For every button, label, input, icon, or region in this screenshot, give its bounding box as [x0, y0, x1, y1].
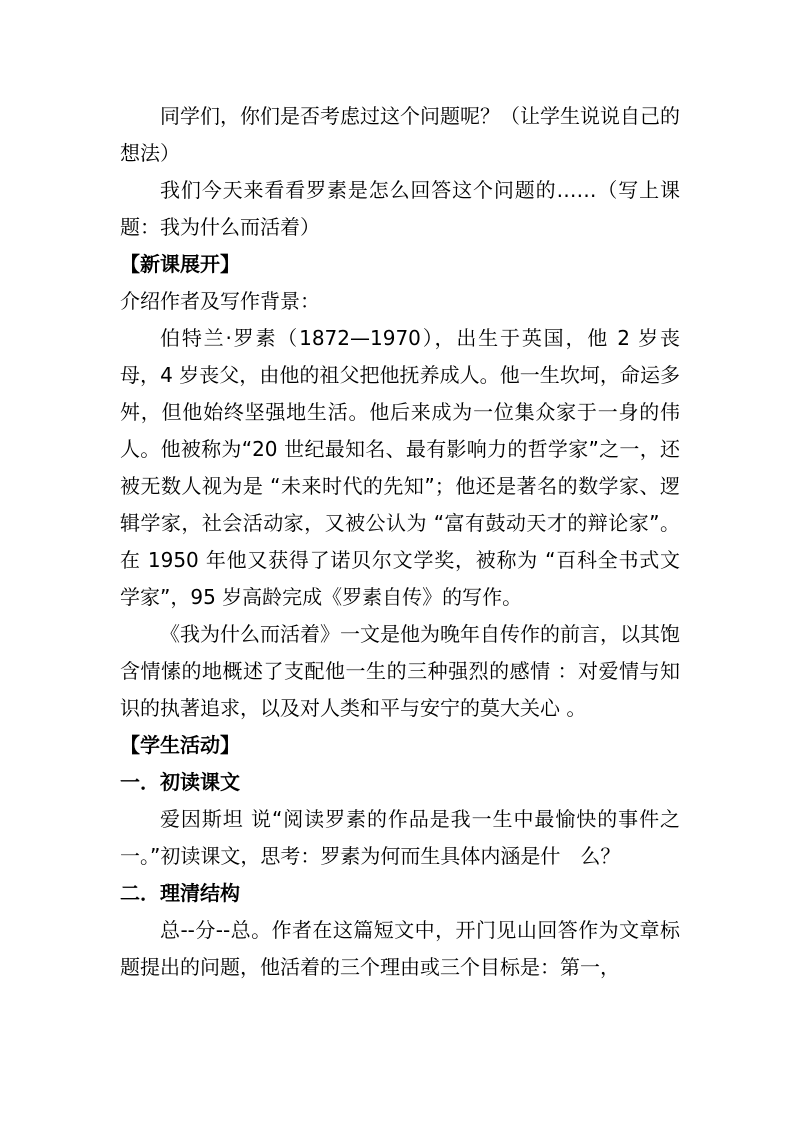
section-heading-student-activity: 【学生活动】 [120, 733, 240, 757]
author-biography-paragraph: 伯特兰·罗素（1872—1970），出生于英国，他 2 岁丧母，4 岁丧父，由他的祖父把他抚养成人。他一生坎坷，命运多舛，但他始终坚强地生活。他后来成为一位集众家于一身的伟人。他被称为“20 世纪最知名、最有影响力的哲学家”之一，还被无数人视为是 “未来时代的先知”；他还是著名的数学家、逻辑学家，社会活动家，又被公认为 “富有鼓动天才的辩论家”。在 1950 年他又获得了诺贝尔文学奖，被称为 “百科全书式文学家”，95 岁高龄完成《罗素自传》的写作。 [120, 326, 680, 609]
document-body [120, 98, 680, 986]
first-reading-paragraph: 爱因斯坦 说“阅读罗素的作品是我一生中最愉快的事件之一。”初读课文，思考：罗素为何而生具体内涵是什 么？ [120, 807, 680, 868]
author-background-label: 介绍作者及写作背景： [120, 289, 320, 313]
lesson-title-paragraph: 我们今天来看看罗素是怎么回答这个问题的……（写上课题：我为什么而活着） [120, 178, 680, 239]
intro-question-paragraph: 同学们，你们是否考虑过这个问题呢？（让学生说说自己的想法） [120, 104, 680, 165]
structure-paragraph: 总--分--总。作者在这篇短文中，开门见山回答作为文章标题提出的问题，他活着的三个理由或三个目标是：第一， [120, 918, 680, 979]
essay-summary-paragraph: 《我为什么而活着》一文是他为晚年自传作的前言，以其饱含情愫的地概述了支配他一生的三种强烈的感情 ：对爱情与知识的执著追求，以及对人类和平与安宁的莫大关心 。 [120, 622, 680, 720]
section-heading-new-lesson: 【新课展开】 [120, 252, 240, 276]
subheading-first-reading: 一．初读课文 [120, 770, 240, 794]
subheading-structure: 二．理清结构 [120, 881, 240, 905]
